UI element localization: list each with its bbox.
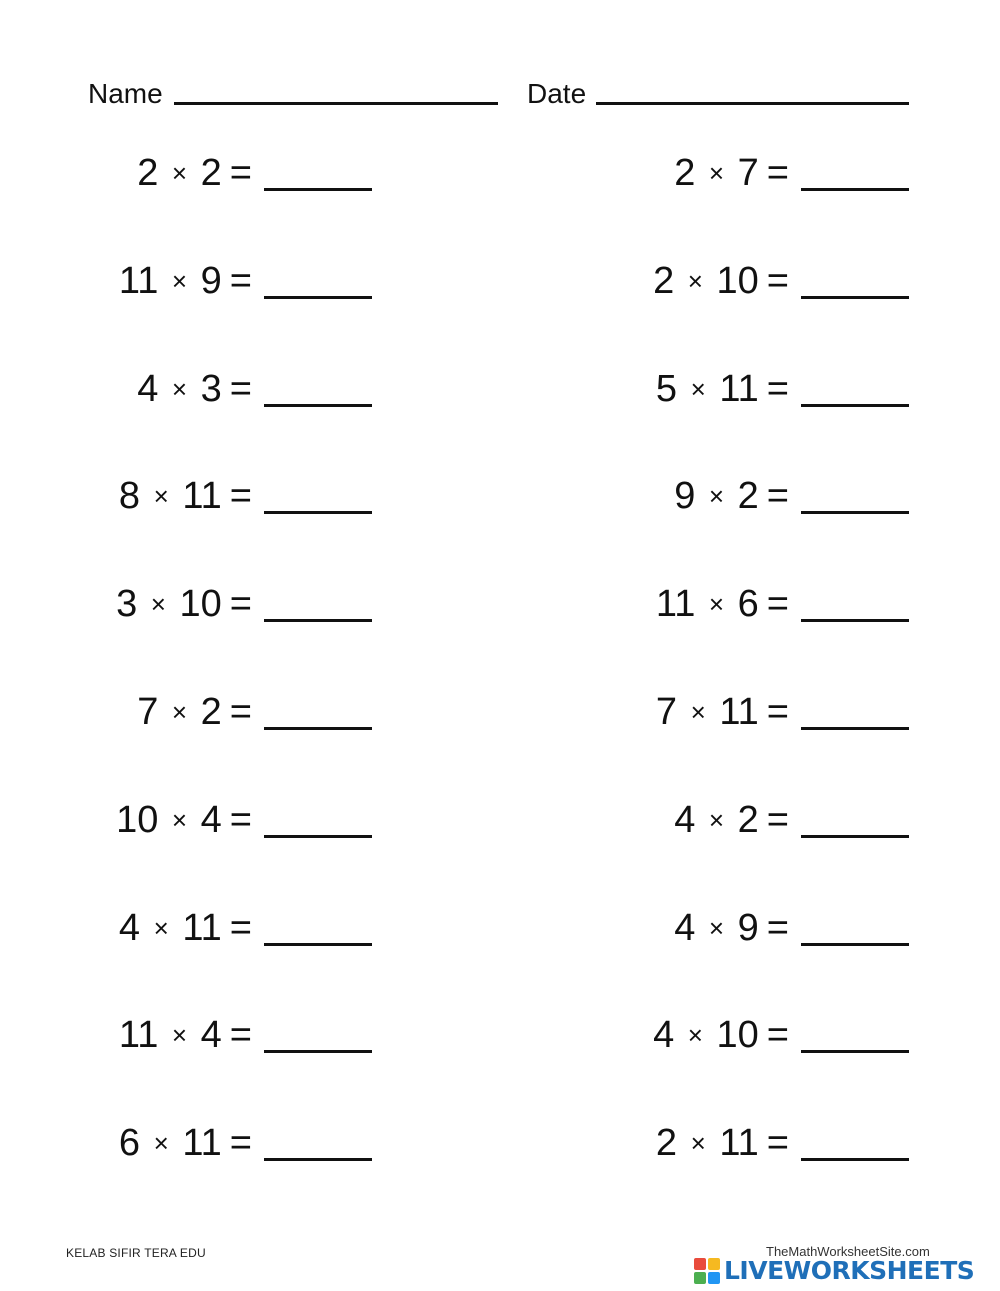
problem-row xyxy=(489,579,909,629)
factor-b: 9 xyxy=(200,260,222,302)
factor-a: 11 xyxy=(118,1014,159,1056)
times-sign: × xyxy=(150,589,166,619)
factor-a: 2 xyxy=(674,152,696,194)
equals-sign: = xyxy=(229,583,252,625)
answer-blank[interactable] xyxy=(801,835,909,838)
equals-sign: = xyxy=(766,799,789,841)
problem-row xyxy=(489,795,909,845)
problem-expression xyxy=(656,364,789,417)
equals-sign: = xyxy=(766,1122,789,1164)
factor-b: 10 xyxy=(716,1014,759,1056)
equals-sign: = xyxy=(766,475,789,517)
equals-sign: = xyxy=(766,152,789,194)
factor-b: 4 xyxy=(200,799,222,841)
problem-row xyxy=(489,256,909,306)
liveworksheets-logo xyxy=(694,1258,974,1284)
problem-expression xyxy=(119,903,252,956)
problem-row xyxy=(0,148,372,198)
factor-b: 2 xyxy=(737,799,759,841)
factor-a: 3 xyxy=(116,583,138,625)
factor-a: 6 xyxy=(118,1122,141,1164)
problem-expression xyxy=(674,903,789,956)
equals-sign: = xyxy=(229,1122,252,1164)
footer-site: TheMathWorksheetSite.com xyxy=(766,1244,930,1259)
factor-a: 2 xyxy=(653,260,675,302)
problem-row xyxy=(0,903,372,953)
problem-expression xyxy=(116,795,252,848)
factor-b: 11 xyxy=(719,368,759,410)
logo-text: LIVEWORKSHEETS xyxy=(724,1256,975,1285)
answer-blank[interactable] xyxy=(801,1158,909,1161)
times-sign: × xyxy=(708,481,725,511)
answer-blank[interactable] xyxy=(801,727,909,730)
factor-b: 9 xyxy=(737,907,759,949)
problem-expression xyxy=(116,579,252,632)
problem-expression xyxy=(137,364,252,417)
problem-row xyxy=(0,795,372,845)
equals-sign: = xyxy=(766,260,789,302)
factor-a: 2 xyxy=(137,152,159,194)
answer-blank[interactable] xyxy=(264,296,372,299)
problem-row xyxy=(489,364,909,414)
times-sign: × xyxy=(708,913,725,943)
times-sign: × xyxy=(153,1128,169,1158)
factor-b: 10 xyxy=(716,260,759,302)
factor-b: 2 xyxy=(737,475,759,517)
times-sign: × xyxy=(171,266,188,296)
answer-blank[interactable] xyxy=(801,404,909,407)
factor-a: 11 xyxy=(655,583,696,625)
date-field[interactable] xyxy=(596,102,909,105)
answer-blank[interactable] xyxy=(801,943,909,946)
problem-row xyxy=(489,687,909,737)
times-sign: × xyxy=(171,697,188,727)
factor-a: 7 xyxy=(137,691,159,733)
factor-a: 4 xyxy=(674,799,696,841)
factor-a: 2 xyxy=(655,1122,678,1164)
logo-block xyxy=(708,1272,720,1284)
equals-sign: = xyxy=(766,907,789,949)
factor-a: 5 xyxy=(655,368,678,410)
problem-expression xyxy=(674,471,789,524)
problem-expression xyxy=(137,148,252,201)
times-sign: × xyxy=(171,1020,188,1050)
times-sign: × xyxy=(687,266,703,296)
times-sign: × xyxy=(690,1128,706,1158)
logo-block xyxy=(708,1258,720,1270)
factor-b: 11 xyxy=(182,475,222,517)
factor-a: 8 xyxy=(118,475,141,517)
equals-sign: = xyxy=(229,799,252,841)
factor-a: 10 xyxy=(116,799,159,841)
problem-row xyxy=(489,471,909,521)
answer-blank[interactable] xyxy=(801,188,909,191)
factor-b: 4 xyxy=(200,1014,222,1056)
factor-a: 9 xyxy=(674,475,696,517)
equals-sign: = xyxy=(229,260,252,302)
answer-blank[interactable] xyxy=(264,835,372,838)
answer-blank[interactable] xyxy=(264,943,372,946)
answer-blank[interactable] xyxy=(801,296,909,299)
times-sign: × xyxy=(687,1020,703,1050)
answer-blank[interactable] xyxy=(264,1158,372,1161)
problem-row xyxy=(0,1010,372,1060)
factor-b: 2 xyxy=(200,691,222,733)
problem-row xyxy=(489,903,909,953)
factor-b: 11 xyxy=(719,691,759,733)
times-sign: × xyxy=(708,158,725,188)
problem-expression xyxy=(119,471,252,524)
times-sign: × xyxy=(153,913,169,943)
answer-blank[interactable] xyxy=(264,404,372,407)
problem-row xyxy=(0,687,372,737)
factor-b: 11 xyxy=(182,907,222,949)
logo-block xyxy=(694,1258,706,1270)
name-field[interactable] xyxy=(174,102,498,105)
problem-row xyxy=(489,1010,909,1060)
answer-blank[interactable] xyxy=(801,1050,909,1053)
times-sign: × xyxy=(708,805,725,835)
factor-b: 2 xyxy=(200,152,222,194)
factor-a: 7 xyxy=(655,691,678,733)
problem-expression xyxy=(656,579,789,632)
answer-blank[interactable] xyxy=(801,511,909,514)
problem-expression xyxy=(119,256,252,309)
problem-expression xyxy=(653,256,789,309)
answer-blank[interactable] xyxy=(264,1050,372,1053)
factor-b: 6 xyxy=(737,583,759,625)
date-label: Date xyxy=(527,78,587,109)
equals-sign: = xyxy=(766,583,789,625)
problem-expression xyxy=(137,687,252,740)
factor-b: 11 xyxy=(719,1122,759,1164)
times-sign: × xyxy=(171,374,188,404)
problem-expression xyxy=(674,795,789,848)
times-sign: × xyxy=(690,374,706,404)
problem-row xyxy=(0,471,372,521)
equals-sign: = xyxy=(229,691,252,733)
name-label: Name xyxy=(88,78,163,109)
factor-b: 3 xyxy=(200,368,222,410)
factor-a: 4 xyxy=(118,907,141,949)
problem-expression xyxy=(653,1010,789,1063)
problem-row xyxy=(0,579,372,629)
problem-expression xyxy=(674,148,789,201)
equals-sign: = xyxy=(766,691,789,733)
answer-blank[interactable] xyxy=(801,619,909,622)
problem-expression xyxy=(656,1118,789,1171)
equals-sign: = xyxy=(229,475,252,517)
answer-blank[interactable] xyxy=(264,188,372,191)
problem-row xyxy=(0,1118,372,1168)
problem-row xyxy=(0,364,372,414)
problem-row xyxy=(489,1118,909,1168)
logo-block xyxy=(694,1272,706,1284)
equals-sign: = xyxy=(766,1014,789,1056)
times-sign: × xyxy=(708,589,725,619)
footer-credit: KELAB SIFIR TERA EDU xyxy=(66,1246,206,1260)
times-sign: × xyxy=(690,697,706,727)
answer-blank[interactable] xyxy=(264,727,372,730)
answer-blank[interactable] xyxy=(264,619,372,622)
equals-sign: = xyxy=(229,152,252,194)
factor-a: 4 xyxy=(674,907,696,949)
times-sign: × xyxy=(171,158,188,188)
factor-a: 11 xyxy=(118,260,159,302)
factor-b: 11 xyxy=(182,1122,222,1164)
equals-sign: = xyxy=(229,368,252,410)
factor-a: 4 xyxy=(653,1014,675,1056)
answer-blank[interactable] xyxy=(264,511,372,514)
problem-expression xyxy=(656,687,789,740)
equals-sign: = xyxy=(229,907,252,949)
problem-row xyxy=(489,148,909,198)
equals-sign: = xyxy=(229,1014,252,1056)
logo-blocks-icon xyxy=(694,1258,720,1284)
factor-b: 10 xyxy=(179,583,222,625)
problem-row xyxy=(0,256,372,306)
problem-expression xyxy=(119,1118,252,1171)
equals-sign: = xyxy=(766,368,789,410)
factor-a: 4 xyxy=(137,368,159,410)
times-sign: × xyxy=(153,481,169,511)
times-sign: × xyxy=(171,805,188,835)
factor-b: 7 xyxy=(737,152,759,194)
problem-expression xyxy=(119,1010,252,1063)
